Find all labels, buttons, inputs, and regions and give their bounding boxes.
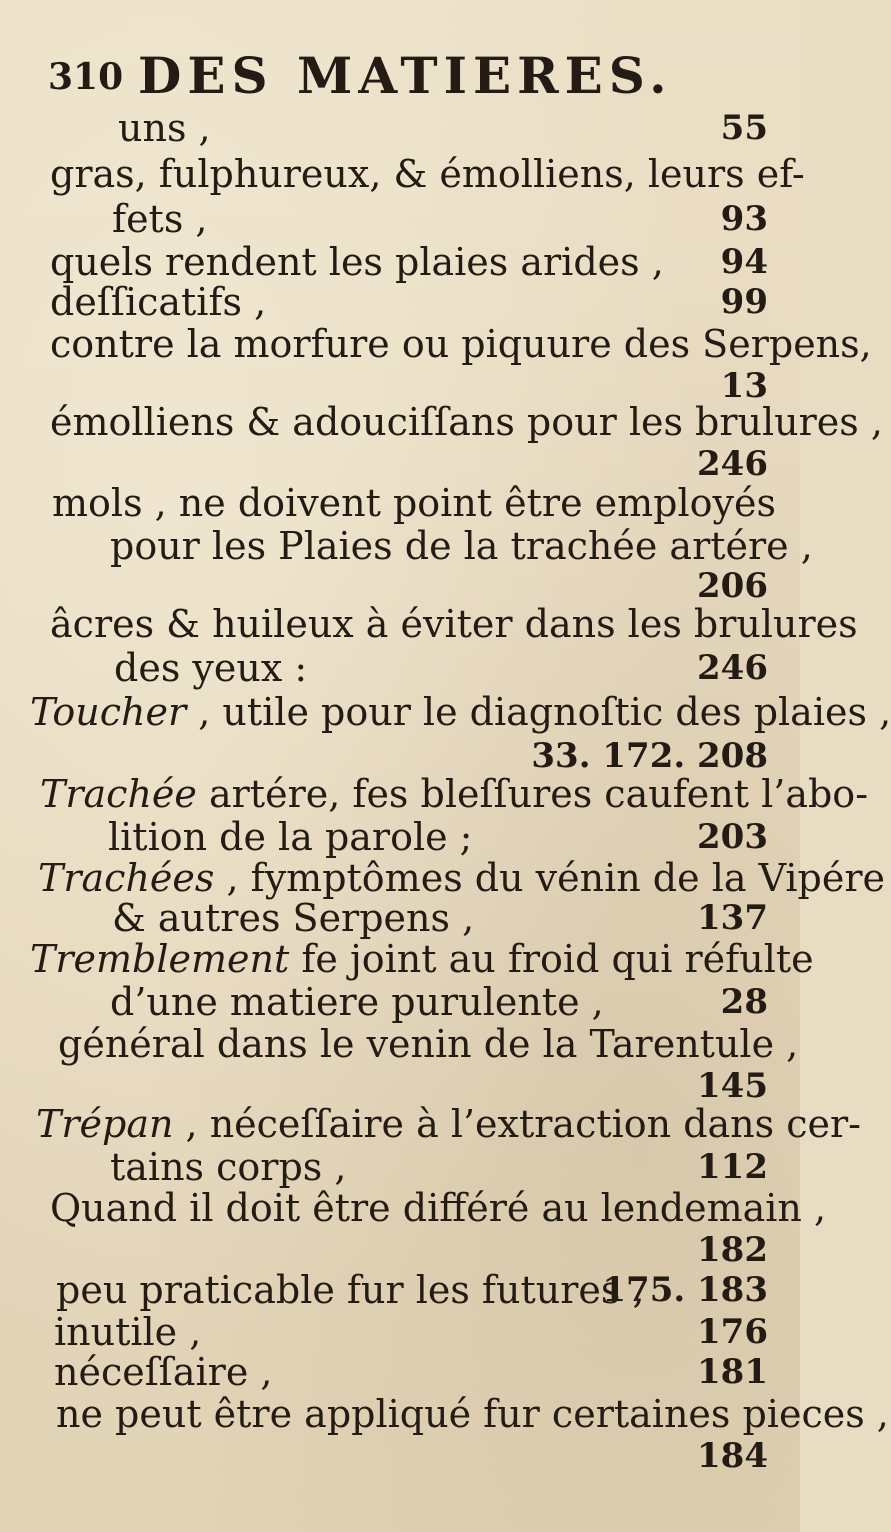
entry-text: , fymptômes du vénin de la Vipére <box>214 856 885 900</box>
entry-text: artére, fes bleſſures caufent l’abo- <box>196 772 869 816</box>
index-line: ne peut être appliqué fur certaines pieces , <box>56 1392 889 1436</box>
index-line: fets , <box>112 197 208 241</box>
page-ref: 13 <box>720 366 768 406</box>
index-line: tains corps , <box>110 1145 347 1189</box>
index-line: lition de la parole ; <box>108 815 473 859</box>
page-ref: 181 <box>697 1352 768 1392</box>
page-ref: 112 <box>697 1147 768 1187</box>
entry-headword: Tremblement <box>30 937 290 981</box>
index-line <box>38 856 885 900</box>
index-line <box>30 937 814 981</box>
index-line: quels rendent les plaies arides , <box>50 240 664 284</box>
index-line: d’une matiere purulente , <box>110 980 604 1024</box>
page-ref: 175. 183 <box>602 1270 768 1310</box>
index-line <box>30 690 891 734</box>
page-ref: 176 <box>697 1312 768 1352</box>
entry-text: , utile pour le diagnoſtic des plaies , <box>186 690 891 734</box>
entry-headword: Toucher <box>30 690 187 734</box>
page-ref: 182 <box>697 1230 768 1270</box>
index-line: & autres Serpens , <box>112 896 475 940</box>
entry-text: fe joint au froid qui réfulte <box>289 937 814 981</box>
index-line: émolliens & adouciſſans pour les brulures , <box>50 400 883 444</box>
page-ref: 246 <box>697 648 768 688</box>
index-line: contre la morfure ou piquure des Serpens, <box>50 322 872 366</box>
entry-headword: Trachée <box>40 772 197 816</box>
index-line: gras, fulphureux, & émolliens, leurs ef- <box>50 152 805 196</box>
index-line: néceſſaire , <box>54 1350 273 1394</box>
entry-headword: Trachées <box>38 856 215 900</box>
page-ref: 203 <box>697 817 768 857</box>
page-ref: 33. 172. 208 <box>531 736 768 776</box>
page-ref: 206 <box>697 566 768 606</box>
page-ref: 184 <box>697 1436 768 1476</box>
page-ref: 94 <box>720 242 768 282</box>
index-line: Quand il doit être différé au lendemain , <box>50 1186 827 1230</box>
index-line: uns , <box>118 106 211 150</box>
index-line: âcres & huileux à éviter dans les brulures <box>50 602 858 646</box>
page-ref: 28 <box>720 982 768 1022</box>
page-ref: 93 <box>720 199 768 239</box>
index-line <box>40 772 868 816</box>
index-line: deſſicatifs , <box>50 280 267 324</box>
page-ref: 137 <box>697 898 768 938</box>
page-ref: 246 <box>697 444 768 484</box>
index-line: général dans le venin de la Tarentule , <box>58 1022 799 1066</box>
index-line: mols , ne doivent point être employés <box>52 481 776 525</box>
running-head: DES MATIERES. <box>138 46 673 105</box>
entry-headword: Trépan <box>36 1102 174 1146</box>
entry-text: , néceſſaire à l’extraction dans cer- <box>173 1102 862 1146</box>
index-line: inutile , <box>54 1310 202 1354</box>
page-ref: 55 <box>720 108 768 148</box>
index-line <box>36 1102 861 1146</box>
index-line: des yeux : <box>114 646 308 690</box>
page-number: 310 <box>48 56 124 98</box>
page-ref: 145 <box>697 1066 768 1106</box>
index-line: peu praticable fur les futures , <box>56 1268 645 1312</box>
page-ref: 99 <box>720 282 768 322</box>
index-line: pour les Plaies de la trachée artére , <box>110 524 813 568</box>
